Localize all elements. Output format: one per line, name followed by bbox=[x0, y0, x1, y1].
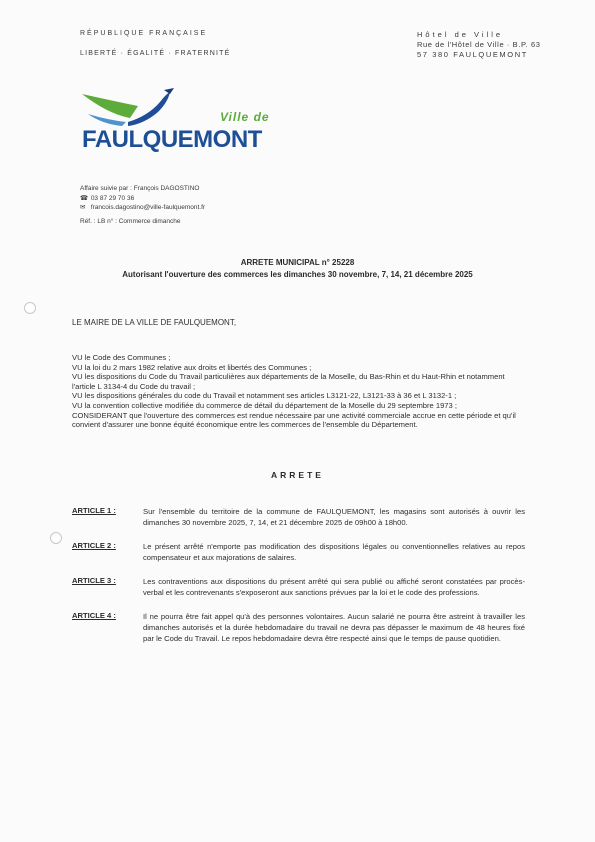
visa-item: VU les dispositions du Code du Travail particulières aux départements de la Moselle, du Bas-Rhin et du Haut-Rhin et notamment l'article L 3134-4 du Code du travail ; bbox=[72, 372, 505, 391]
visa-item: VU le Code des Communes ; bbox=[72, 353, 171, 362]
phone-row bbox=[80, 194, 205, 204]
visa-item: VU la loi du 2 mars 1982 relative aux droits et libertés des Communes ; bbox=[72, 362, 312, 372]
article-2-label: ARTICLE 2 : bbox=[72, 541, 116, 550]
email-icon: ✉ bbox=[80, 204, 86, 211]
email-row bbox=[80, 203, 205, 213]
visa-item: VU les dispositions générales du code du Travail et notamment ses articles L3121-22, L3121-33 à 36 et L 3132-1 ; bbox=[72, 391, 457, 401]
republique-francaise: RÉPUBLIQUE FRANÇAISE bbox=[80, 30, 208, 37]
arrete-number: ARRETE MUNICIPAL n° 25228 bbox=[240, 258, 355, 267]
address-line: Rue de l'Hôtel de Ville · B.P. 63 bbox=[417, 40, 541, 49]
article-3-label: ARTICLE 3 : bbox=[72, 576, 116, 585]
address-line: 57 380 FAULQUEMONT bbox=[417, 50, 528, 59]
visa-item: CONSIDERANT que l'ouverture des commerces est rendue nécessaire par une activité commerciale accrue en cette période et qu'il convient d'assurer une bonne équité économique entre les commerces de l'ensemble du Département. bbox=[72, 410, 516, 430]
article-4-text: Il ne pourra être fait appel qu'à des personnes volontaires. Aucun salarié ne pourra être astreint à travailler les dimanches autorisés et la durée hebdomadaire du travail ne devra pas dépasser le maximum de 48 heures fixé par le Code du Travail. Le repos hebdomadaire devra être respecté ainsi que le temps de pause quotidien. bbox=[143, 612, 525, 643]
address-line: Hôtel de Ville bbox=[417, 30, 504, 39]
arrete-subject: Autorisant l'ouverture des commerces les dimanches 30 novembre, 7, 14, 21 décembre 2025 bbox=[122, 270, 473, 279]
logo-name: FAULQUEMONT bbox=[82, 126, 262, 153]
visa-item: VU la convention collective modifiée du commerce de détail du département de la Moselle du 29 septembre 1973 ; bbox=[72, 400, 457, 410]
article-1-text: Sur l'ensemble du territoire de la commune de FAULQUEMONT, les magasins sont autorisés à ouvrir les dimanches 30 novembre 2025, 7, 14, et 21 décembre 2025 de 09h00 à 18h00. bbox=[143, 507, 525, 527]
visas-block bbox=[72, 353, 527, 430]
email-address: francois.dagostino@ville-faulquemont.fr bbox=[90, 204, 206, 211]
reference: Réf. : LB n° : Commerce dimanche bbox=[80, 217, 181, 225]
phone-number: 03 87 29 70 36 bbox=[90, 194, 135, 202]
article-4-label: ARTICLE 4 : bbox=[72, 611, 116, 620]
arrete-heading: ARRETE bbox=[271, 470, 324, 480]
maire-line: LE MAIRE DE LA VILLE DE FAULQUEMONT, bbox=[72, 318, 237, 327]
affaire-suivie: Affaire suivie par : François DAGOSTINO bbox=[80, 185, 200, 192]
article-1-label: ARTICLE 1 : bbox=[72, 506, 116, 515]
punch-hole-top bbox=[24, 302, 36, 314]
punch-hole-bottom bbox=[50, 532, 62, 544]
article-3-text: Les contraventions aux dispositions du présent arrêté qui sera publié ou affiché seront constatées par procès-verbal et les contrevenants s'exposeront aux sanctions prévues par la loi et le code des professions. bbox=[143, 577, 525, 597]
devise: LIBERTÉ · ÉGALITÉ · FRATERNITÉ bbox=[80, 50, 231, 57]
faulquemont-logo bbox=[78, 86, 278, 162]
contact-block bbox=[80, 184, 205, 226]
article-2-text: Le présent arrêté n'emporte pas modification des dispositions légales ou conventionnelles relatives au repos compensateur et aux majorations de salaires. bbox=[143, 542, 525, 562]
logo-ville-de: Ville de bbox=[220, 110, 270, 124]
address-block bbox=[417, 30, 541, 60]
phone-icon: ☎ bbox=[80, 194, 89, 202]
